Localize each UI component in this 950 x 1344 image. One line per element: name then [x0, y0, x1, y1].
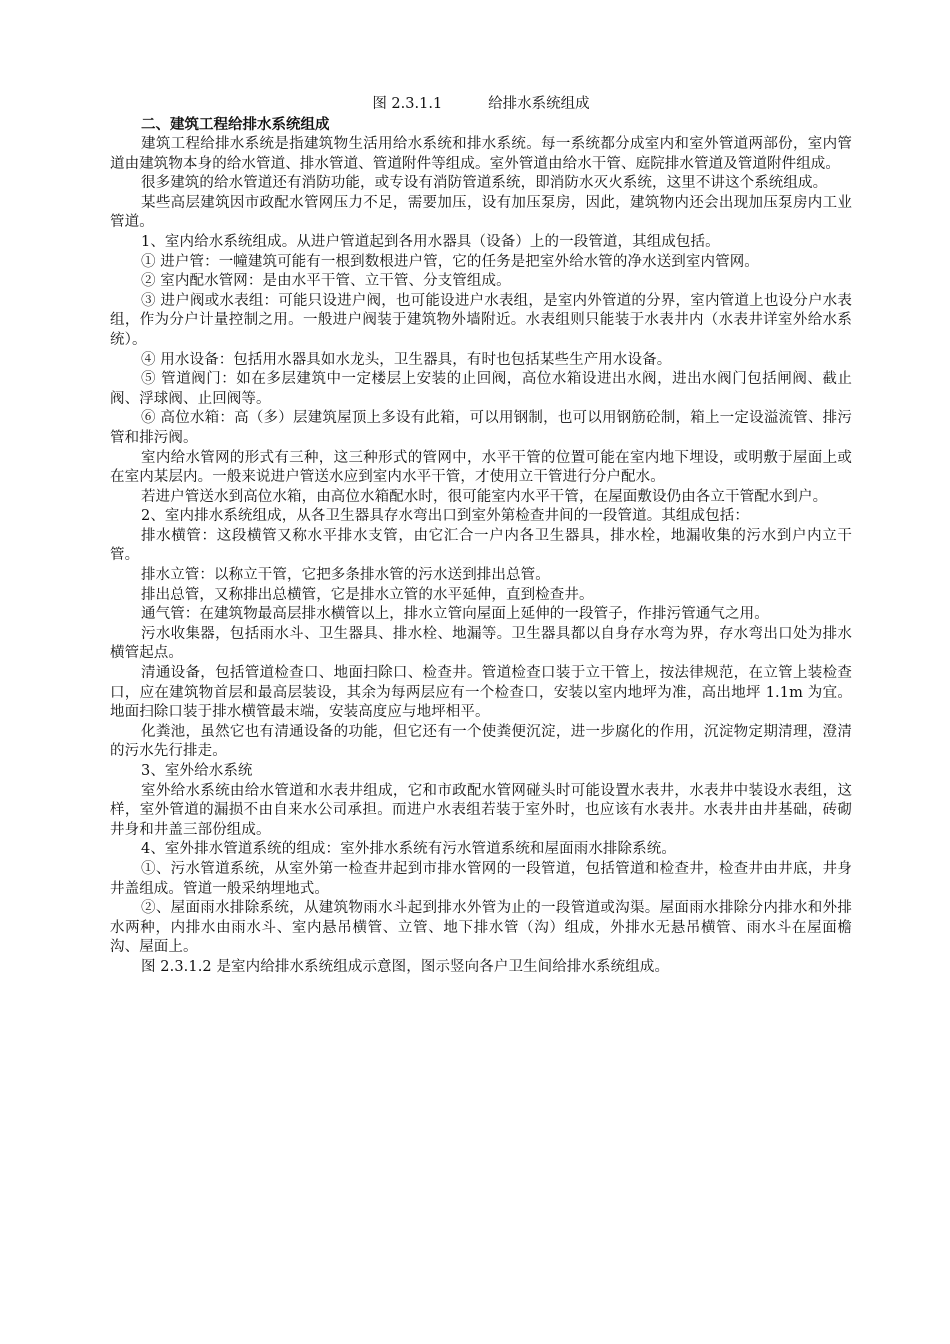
paragraph: 建筑工程给排水系统是指建筑物生活用给水系统和排水系统。每一系统都分成室内和室外管道两部份，室内管道由建筑物本身的给水管道、排水管道、管道附件等组成。室外管道由给水干管、庭院排水管道及管道附件组成。	[110, 136, 852, 172]
paragraph: ⑥ 高位水箱：高（多）层建筑屋顶上多设有此箱，可以用钢制，也可以用钢筋砼制，箱上一定设溢流管、排污管和排污阀。	[110, 410, 852, 446]
section-heading: 二、建筑工程给排水系统组成	[141, 117, 330, 133]
paragraph: ⑤ 管道阀门：如在多层建筑中一定楼层上安装的止回阀，高位水箱设进出水阀，进出水阀门包括闸阀、截止阀、浮球阀、止回阀等。	[110, 371, 852, 407]
paragraph: 室外给水系统由给水管道和水表井组成，它和市政配水管网碰头时可能设置水表井，水表井中装设水表组，这样，室外管道的漏损不由自来水公司承担。而进户水表组若装于室外时，也应该有水表井。水表井由井基础，砖砌井身和井盖三部份组成。	[110, 782, 852, 838]
paragraph: ① 进户管：一幢建筑可能有一根到数根进户管，它的任务是把室外给水管的净水送到室内管网。	[141, 253, 759, 270]
paragraph: 排水横管：这段横管又称水平排水支管，由它汇合一户内各卫生器具，排水栓，地漏收集的污水到户内立干管。	[110, 527, 852, 564]
body-text	[110, 135, 852, 978]
paragraph: 2、室内排水系统组成，从各卫生器具存水弯出口到室外第检查井间的一段管道。其组成包括：	[141, 508, 749, 525]
figure-title: 给排水系统组成	[488, 96, 590, 112]
paragraph: 通气管：在建筑物最高层排水横管以上，排水立管向屋面上延伸的一段管子，作排污管通气之用。	[141, 606, 769, 623]
paragraph: 室内给水管网的形式有三种，这三种形式的管网中，水平干管的位置可能在室内地下埋设，或明敷于屋面上或在室内某层内。一般来说进户管送水应到室内水平干管，才使用立干管进行分户配水。	[110, 449, 852, 486]
paragraph: ② 室内配水管网：是由水平干管、立干管、分支管组成。	[141, 273, 511, 290]
paragraph: 某些高层建筑因市政配水管网压力不足，需要加压，设有加压泵房，因此，建筑物内还会出现加压泵房内工业管道。	[110, 194, 852, 231]
figure-caption	[110, 93, 852, 115]
paragraph: 排水立管：以称立干管，它把多条排水管的污水送到排出总管。	[141, 567, 550, 584]
paragraph: 4、室外排水管道系统的组成：室外排水系统有污水管道系统和屋面雨水排除系统。	[141, 841, 676, 858]
paragraph: ③ 进户阀或水表组：可能只设进户阀，也可能设进户水表组，是室内外管道的分界，室内管道上也设分户水表组，作为分户计量控制之用。一般进户阀装于建筑物外墙附近。水表组则只能装于水表井内（水表井详室外给水系统）。	[110, 292, 852, 348]
paragraph: 化粪池，虽然它也有清通设备的功能，但它还有一个使粪便沉淀，进一步腐化的作用，沉淀物定期清理，澄清的污水先行排走。	[110, 723, 852, 760]
paragraph: 排出总管，又称排出总横管，它是排水立管的水平延伸，直到检查井。	[141, 586, 594, 603]
paragraph: 若进户管送水到高位水箱，由高位水箱配水时，很可能室内水平干管，在屋面敷设仍由各立干管配水到户。	[141, 488, 828, 505]
paragraph: 图 2.3.1.2 是室内给排水系统组成示意图，图示竖向各户卫生间给排水系统组成。	[141, 958, 670, 975]
paragraph: 1、室内给水系统组成。从进户管道起到各用水器具（设备）上的一段管道，其组成包括。	[141, 233, 720, 250]
paragraph: 3、室外给水系统	[141, 763, 253, 779]
paragraph: ①、污水管道系统，从室外第一检查井起到市排水管网的一段管道，包括管道和检查井，检查井由井底，井身井盖组成。管道一般采纳埋地式。	[110, 860, 852, 897]
document-page	[110, 93, 852, 978]
paragraph: ④ 用水设备：包括用水器具如水龙头，卫生器具，有时也包括某些生产用水设备。	[141, 351, 672, 368]
figure-number: 图 2.3.1.1	[372, 96, 443, 112]
paragraph: 很多建筑的给水管道还有消防功能，或专设有消防管道系统，即消防水灭火系统，这里不讲这个系统组成。	[141, 175, 828, 192]
paragraph: 清通设备，包括管道检查口、地面扫除口、检查井。管道检查口装于立干管上，按法律规范，在立管上装检查口，应在建筑物首层和最高层装设，其余为每两层应有一个检查口，安装以室内地坪为准，高出地坪 1.1m 为宜。地面扫除口装于排水横管最末端，安装高度应与地坪相平。	[110, 665, 852, 721]
paragraph: 污水收集器，包括雨水斗、卫生器具、排水栓、地漏等。卫生器具都以自身存水弯为界，存水弯出口处为排水横管起点。	[110, 625, 852, 662]
paragraph: ②、屋面雨水排除系统，从建筑物雨水斗起到排水外管为止的一段管道或沟渠。屋面雨水排除分内排水和外排水两种，内排水由雨水斗、室内悬吊横管、立管、地下排水管（沟）组成，外排水无悬吊横管、雨水斗在屋面檐沟、屋面上。	[110, 900, 852, 956]
